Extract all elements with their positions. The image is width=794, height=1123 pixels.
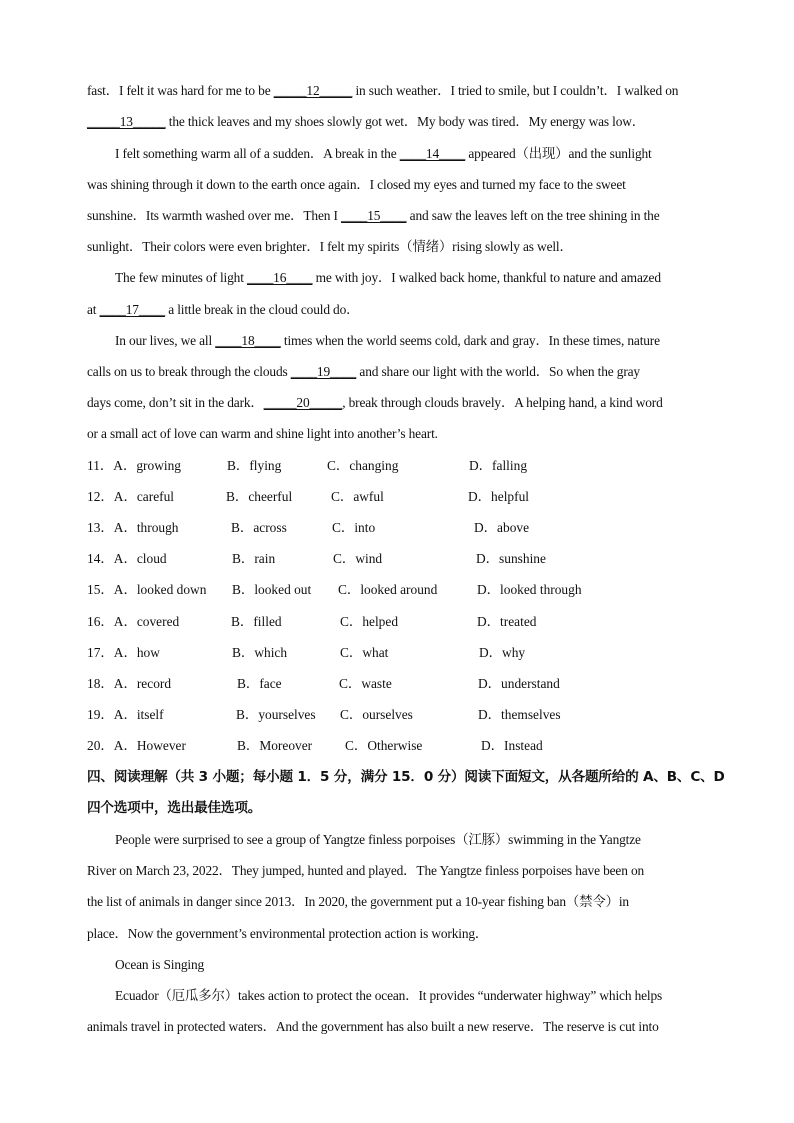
option-a[interactable]: 20．A．However xyxy=(87,738,186,753)
option-d[interactable]: D．why xyxy=(479,645,526,660)
option-d[interactable]: D．treated xyxy=(477,614,537,629)
text: calls on us to break through the clouds xyxy=(87,364,291,379)
text: fast．I felt it was hard for me to be xyxy=(87,83,274,98)
text: days come, don’t sit in the dark． xyxy=(87,395,264,410)
text: sunlight．Their colors were even brighter．I felt my spirits（情绪）rising slowly as well． xyxy=(87,239,573,254)
text: I felt something warm all of a sudden．A break in the xyxy=(115,146,400,161)
option-c[interactable]: C．looked around xyxy=(338,582,438,597)
option-c[interactable]: C．awful xyxy=(331,489,384,504)
passage-line-4 xyxy=(87,176,626,194)
option-c[interactable]: C．Otherwise xyxy=(345,738,423,753)
option-d[interactable]: D．sunshine xyxy=(476,551,546,566)
text: a little break in the cloud could do． xyxy=(165,302,360,317)
option-b[interactable]: B．rain xyxy=(232,551,276,566)
text: sunshine．Its warmth washed over me．Then I xyxy=(87,208,342,223)
text: at xyxy=(87,302,100,317)
passage-line-3 xyxy=(115,145,652,163)
passage-line-8 xyxy=(87,301,359,319)
text: In our lives, we all xyxy=(115,333,216,348)
text: was shining through it down to the earth once again．I closed my eyes and turned my face to the sweet xyxy=(87,177,626,192)
option-c[interactable]: C．changing xyxy=(327,458,399,473)
reading-line-3: the list of animals in danger since 2013．In 2020, the government put a 10-year fishing ban（禁令）in xyxy=(87,894,629,909)
blank-16[interactable]: ____16____ xyxy=(247,270,313,285)
option-b[interactable]: B．Moreover xyxy=(237,738,313,753)
option-a[interactable]: 18．A．record xyxy=(87,676,172,691)
option-d[interactable]: D．falling xyxy=(469,458,528,473)
text: and saw the leaves left on the tree shining in the xyxy=(406,208,660,223)
option-c[interactable]: C．wind xyxy=(333,551,383,566)
option-b[interactable]: B．across xyxy=(231,520,287,535)
option-d[interactable]: D．looked through xyxy=(477,582,582,597)
passage-line-11 xyxy=(87,394,663,412)
option-b[interactable]: B．looked out xyxy=(232,582,312,597)
blank-12[interactable]: _____12_____ xyxy=(273,83,353,98)
option-a[interactable]: 12．A．careful xyxy=(87,489,175,504)
blank-19[interactable]: ____19____ xyxy=(290,364,357,379)
passage-line-12 xyxy=(87,425,438,443)
option-a[interactable]: 19．A．itself xyxy=(87,707,164,722)
blank-17[interactable]: ____17____ xyxy=(99,302,166,317)
option-d[interactable]: D．themselves xyxy=(478,707,561,722)
option-a[interactable]: 16．A．covered xyxy=(87,614,180,629)
blank-13[interactable]: _____13_____ xyxy=(87,114,166,129)
text: The few minutes of light xyxy=(115,270,247,285)
passage-line-5 xyxy=(87,207,660,225)
passage-line-9 xyxy=(115,332,660,350)
option-c[interactable]: C．into xyxy=(332,520,376,535)
option-d[interactable]: D．understand xyxy=(478,676,560,691)
text: in such weather．I tried to smile, but I couldn’t．I walked on xyxy=(352,83,679,98)
reading-subtitle: Ocean is Singing xyxy=(115,957,205,972)
blank-14[interactable]: ____14____ xyxy=(399,146,466,161)
passage-line-7 xyxy=(115,269,661,287)
section-heading-line-2: 四个选项中，选出最佳选项。 xyxy=(87,800,262,816)
option-c[interactable]: C．waste xyxy=(339,676,392,691)
passage-line-6 xyxy=(87,238,573,256)
option-b[interactable]: B．flying xyxy=(227,458,282,473)
reading-line-2: River on March 23, 2022．They jumped, hunted and played．The Yangtze finless porpoises have been on xyxy=(87,863,645,878)
option-b[interactable]: B．cheerful xyxy=(226,489,293,504)
text: me with joy．I walked back home, thankful to nature and amazed xyxy=(312,270,661,285)
reading-line-6: animals travel in protected waters．And the government has also built a new reserve．The reserve is cut into xyxy=(87,1019,659,1034)
option-c[interactable]: C．what xyxy=(340,645,389,660)
option-b[interactable]: B．yourselves xyxy=(236,707,316,722)
text: and share our light with the world．So when the gray xyxy=(356,364,640,379)
option-b[interactable]: B．face xyxy=(237,676,282,691)
text: , break through clouds bravely．A helping hand, a kind word xyxy=(342,395,663,410)
blank-20[interactable]: _____20_____ xyxy=(263,395,343,410)
option-d[interactable]: D．Instead xyxy=(481,738,543,753)
option-c[interactable]: C．ourselves xyxy=(340,707,413,722)
option-a[interactable]: 15．A．looked down xyxy=(87,582,207,597)
text: or a small act of love can warm and shine light into another’s heart. xyxy=(87,426,438,441)
reading-line-5: Ecuador（厄瓜多尔）takes action to protect the ocean．It provides “underwater highway” which helps xyxy=(115,988,663,1003)
reading-line-4: place．Now the government’s environmental protection action is working． xyxy=(87,926,489,941)
text: the thick leaves and my shoes slowly got wet．My body was tired．My energy was low． xyxy=(165,114,646,129)
section-heading-line-1: 四、阅读理解（共 3 小题；每小题 1．5 分，满分 15．0 分）阅读下面短文，从各题所给的 A、B、C、D xyxy=(87,769,725,785)
option-c[interactable]: C．helped xyxy=(340,614,399,629)
option-d[interactable]: D．helpful xyxy=(468,489,529,504)
text: appeared（出现）and the sunlight xyxy=(465,146,652,161)
reading-line-1: People were surprised to see a group of Yangtze finless porpoises（江豚）swimming in the Yangtze xyxy=(115,832,641,847)
option-a[interactable]: 11．A．growing xyxy=(87,458,181,473)
passage-line-2 xyxy=(87,113,645,131)
passage-line-1 xyxy=(87,82,678,100)
option-b[interactable]: B．filled xyxy=(231,614,282,629)
option-a[interactable]: 13．A．through xyxy=(87,520,179,535)
text: times when the world seems cold, dark and gray．In these times, nature xyxy=(280,333,660,348)
option-a[interactable]: 17．A．how xyxy=(87,645,160,660)
option-d[interactable]: D．above xyxy=(474,520,530,535)
option-b[interactable]: B．which xyxy=(232,645,288,660)
passage-line-10 xyxy=(87,363,640,381)
option-a[interactable]: 14．A．cloud xyxy=(87,551,167,566)
blank-18[interactable]: ____18____ xyxy=(215,333,281,348)
blank-15[interactable]: ____15____ xyxy=(341,208,407,223)
